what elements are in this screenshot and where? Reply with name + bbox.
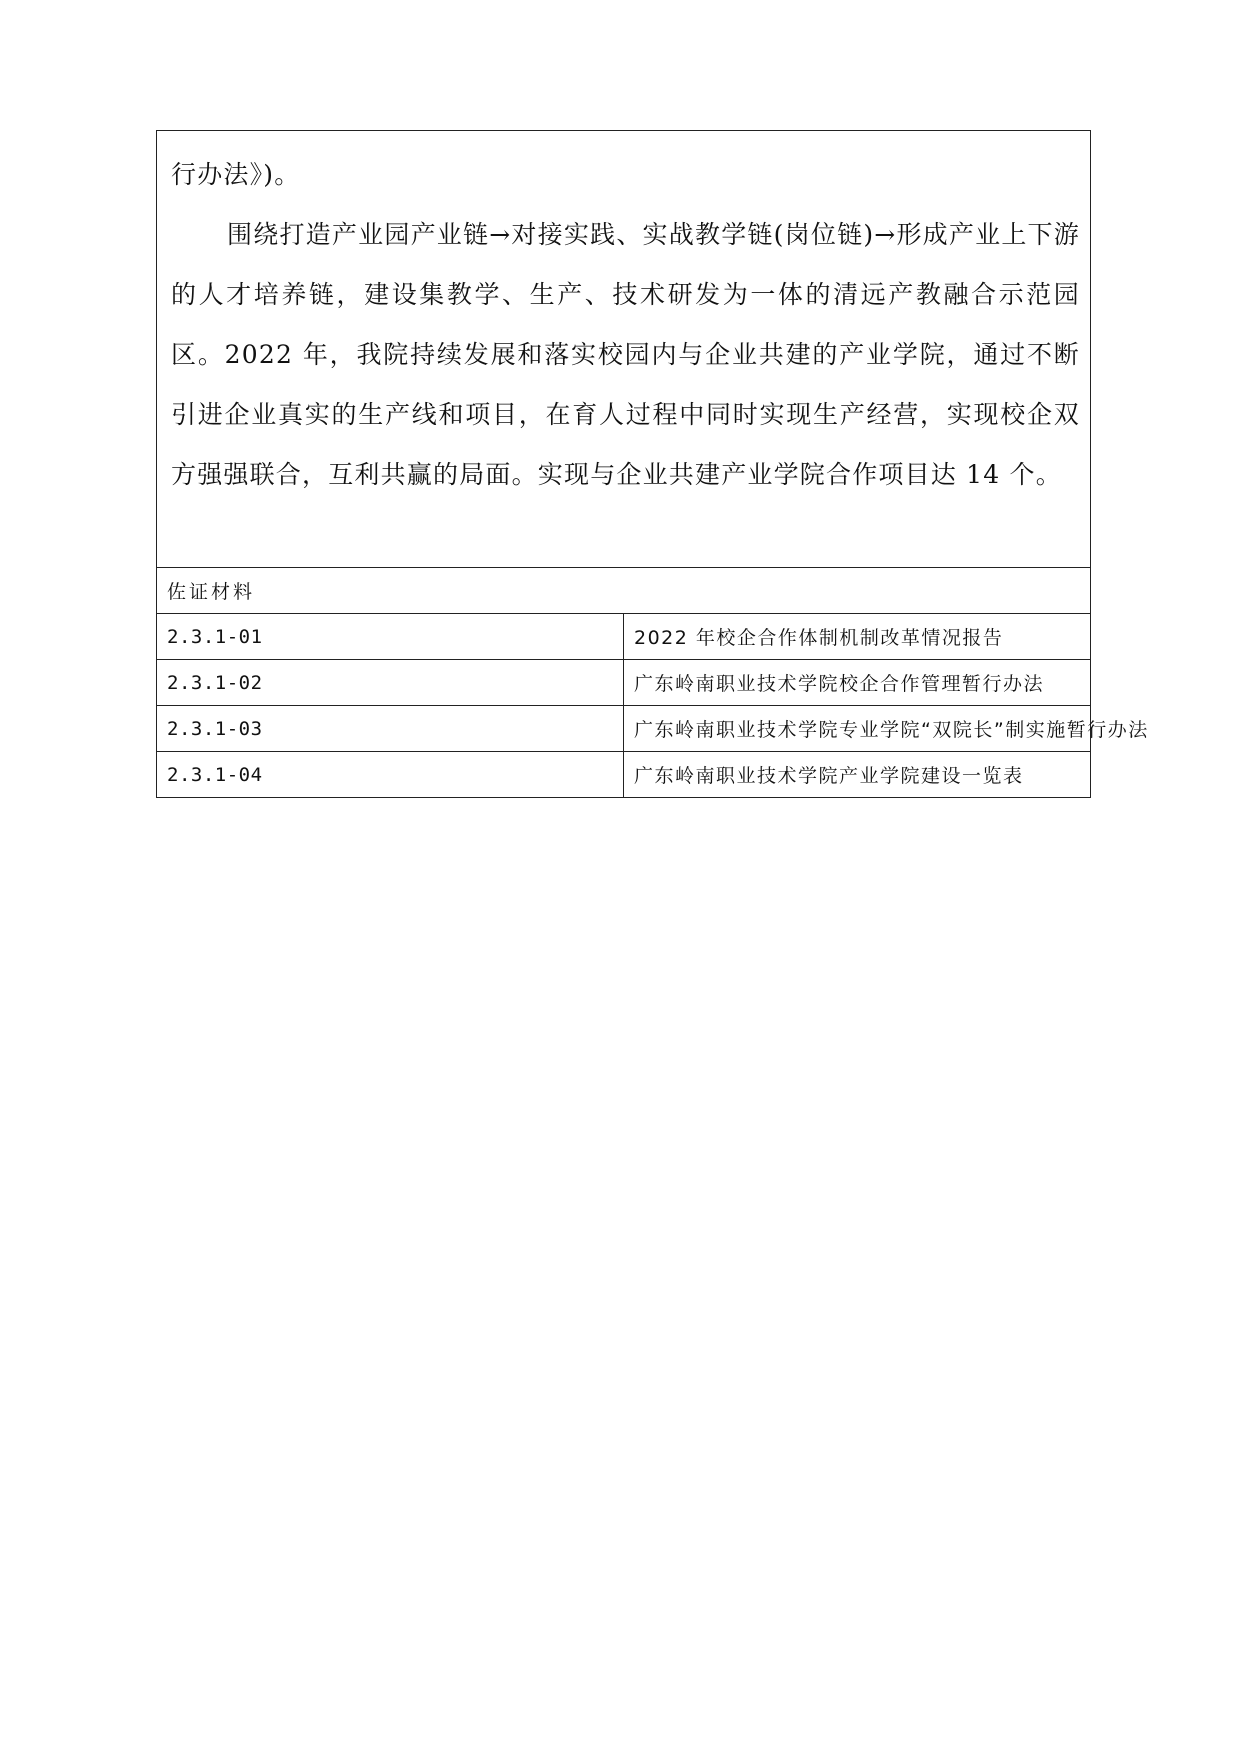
evidence-title: 广东岭南职业技术学院专业学院“双院长”制实施暂行办法	[624, 706, 1091, 752]
paragraph-industry-college: 围绕打造产业园产业链→对接实践、实战教学链(岗位链)→形成产业上下游的人才培养链，建设集教学、生产、技术研发为一体的清远产教融合示范园区。2022 年，我院持续发展和落实校园内与企业共建的产业学院，通过不断引进企业真实的生产线和项目，在育人过程中同时实现生产经营，实现校企双方强强联合，互利共赢的局面。实现与企业共建产业学院合作项目达 14 个。	[171, 220, 1080, 489]
table-row	[157, 660, 1091, 706]
table-row	[157, 706, 1091, 752]
table-row	[157, 614, 1091, 660]
evidence-code: 2.3.1-02	[157, 660, 624, 706]
document-page	[156, 130, 1149, 798]
evidence-title: 2022 年校企合作体制机制改革情况报告	[624, 614, 1091, 660]
paragraph-continuation: 行办法》)。	[171, 160, 301, 189]
evidence-code: 2.3.1-04	[157, 752, 624, 798]
content-box	[156, 130, 1091, 567]
evidence-header: 佐证材料	[157, 568, 1091, 614]
evidence-code: 2.3.1-03	[157, 706, 624, 752]
evidence-title: 广东岭南职业技术学院产业学院建设一览表	[624, 752, 1091, 798]
evidence-title: 广东岭南职业技术学院校企合作管理暂行办法	[624, 660, 1091, 706]
evidence-header-row	[157, 568, 1091, 614]
evidence-table	[156, 567, 1149, 798]
table-row	[157, 752, 1091, 798]
evidence-code: 2.3.1-01	[157, 614, 624, 660]
